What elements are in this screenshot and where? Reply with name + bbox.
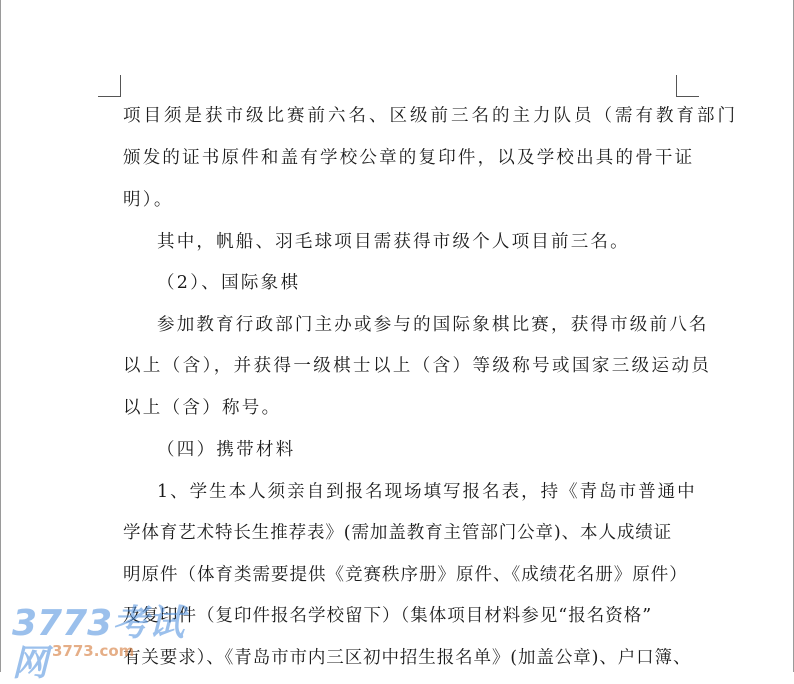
watermark-url: 3773.com [52, 642, 135, 660]
text-line: 明原件（体育类需要提供《竞赛秩序册》原件、《成绩花名册》原件） [123, 565, 688, 585]
text-line: 及复印件（复印件报名学校留下）（集体项目材料参见“报名资格” [123, 606, 653, 626]
text-line: 明）。 [123, 190, 174, 210]
text-line: 有关要求）、《青岛市市内三区初中招生报名单》(加盖公章)、户口簿、 [123, 648, 692, 668]
text-line: 颁发的证书原件和盖有学校公章的复印件，以及学校出具的骨干证 [123, 148, 695, 168]
text-line: 1、学生本人须亲自到报名现场填写报名表，持《青岛市普通中 [157, 482, 697, 502]
text-line: 以上（含），并获得一级棋士以上（含）等级称号或国家三级运动员 [123, 356, 712, 376]
text-line: 以上（含）称号。 [123, 398, 282, 418]
text-line: 学体育艺术特长生推荐表》(需加盖教育主管部门公章)、本人成绩证 [123, 523, 673, 543]
page-left-edge [0, 0, 1, 672]
margin-corner-mark-right [676, 75, 699, 97]
text-line: 项目须是获市级比赛前六名、区级前三名的主力队员（需有教育部门 [123, 106, 738, 126]
section-heading: （2）、国际象棋 [157, 273, 301, 293]
text-line: 其中，帆船、羽毛球项目需获得市级个人项目前三名。 [157, 232, 630, 252]
margin-corner-mark-left [98, 75, 121, 97]
text-line: 参加教育行政部门主办或参与的国际象棋比赛，获得市级前八名 [157, 315, 709, 335]
watermark-text: 3773考试网 [12, 603, 185, 684]
section-heading: （四）携带材料 [157, 440, 296, 460]
